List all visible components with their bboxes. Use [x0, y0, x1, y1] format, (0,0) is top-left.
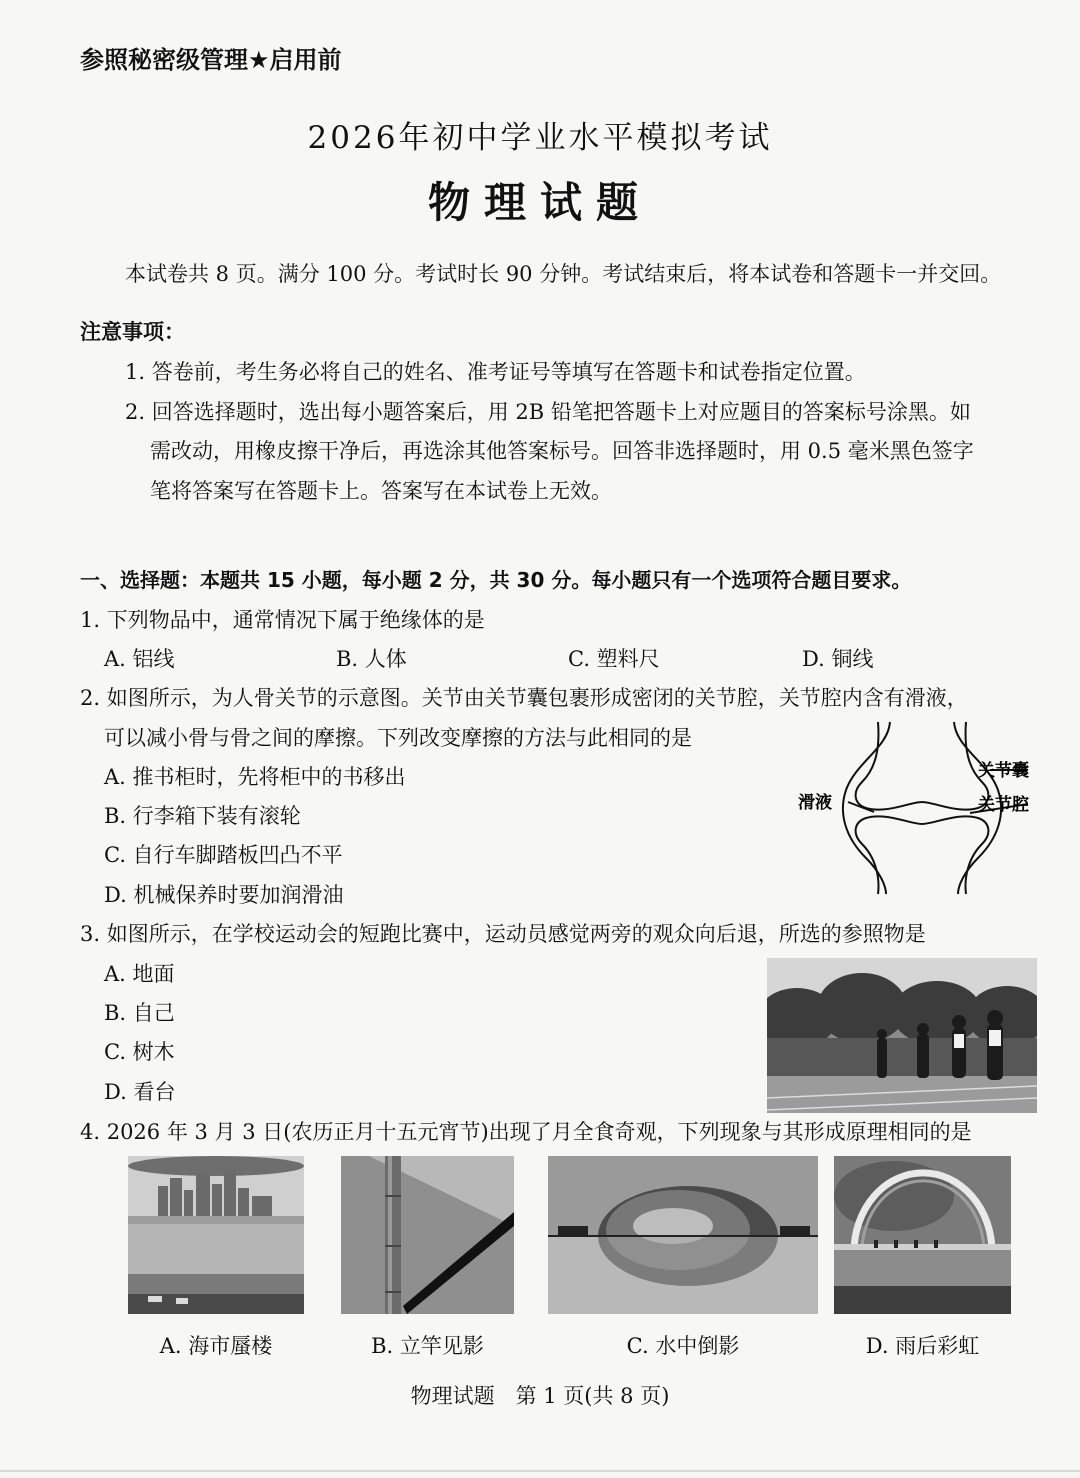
label-joint-capsule: 关节囊 — [978, 761, 1029, 781]
subject-title: 物理试题 — [427, 178, 652, 227]
q3-stem: 3. 如图所示，在学校运动会的短跑比赛中，运动员感觉两旁的观众向后退，所选的参照物是 — [80, 922, 926, 946]
q4-option-b: B. 立竿见影 — [371, 1334, 484, 1358]
label-synovial-fluid: 滑液 — [798, 793, 832, 813]
q3-option-b: B. 自己 — [104, 1001, 175, 1025]
q1-stem: 1. 下列物品中，通常情况下属于绝缘体的是 — [80, 608, 485, 632]
notice-heading: 注意事项： — [80, 320, 185, 344]
notice-item-2-line-2: 需改动，用橡皮擦干净后，再选涂其他答案标号。回答非选择题时，用 0.5 毫米黑色签字 — [150, 439, 974, 463]
section-1-heading: 一、选择题：本题共 15 小题，每小题 2 分，共 30 分。每小题只有一个选项符合题目要求。 — [80, 568, 912, 592]
q2-option-c: C. 自行车脚踏板凹凸不平 — [104, 843, 343, 867]
lower-bone-outline — [856, 816, 989, 894]
q2-stem-line-2: 可以减小骨与骨之间的摩擦。下列改变摩擦的方法与此相同的是 — [104, 726, 692, 750]
pole-shadow-photo — [341, 1156, 514, 1314]
rainbow-photo — [834, 1156, 1011, 1314]
notice-item-2-line-1: 2. 回答选择题时，选出每小题答案后，用 2B 铅笔把答题卡上对应题目的答案标号涂黑。如 — [125, 400, 971, 424]
joint-diagram — [790, 718, 1050, 898]
notice-item-1: 1. 答卷前，考生务必将自己的姓名、准考证号等填写在答题卡和试卷指定位置。 — [125, 360, 866, 384]
notice-item-2-line-3: 笔将答案写在答题卡上。答案写在本试卷上无效。 — [150, 479, 612, 503]
water-reflection-photo — [548, 1156, 818, 1314]
label-joint-cavity: 关节腔 — [978, 795, 1029, 815]
q1-option-d: D. 铜线 — [802, 647, 874, 671]
upper-bone-outline — [856, 722, 989, 810]
q4-option-c: C. 水中倒影 — [626, 1334, 740, 1358]
page-footer: 物理试题 第 1 页(共 8 页) — [410, 1384, 670, 1408]
mirage-photo — [128, 1156, 304, 1314]
secret-level-note: 参照秘密级管理★启用前 — [80, 46, 342, 74]
exam-title: 2026年初中学业水平模拟考试 — [307, 120, 773, 156]
q2-option-d: D. 机械保养时要加润滑油 — [104, 883, 344, 907]
exam-intro: 本试卷共 8 页。满分 100 分。考试时长 90 分钟。考试结束后，将本试卷和答题卡一并交回。 — [125, 262, 1002, 286]
q2-option-b: B. 行李箱下装有滚轮 — [104, 804, 301, 828]
fluid-leader-line — [848, 802, 874, 812]
q3-option-a: A. 地面 — [104, 962, 175, 986]
q4-option-d: D. 雨后彩虹 — [865, 1334, 980, 1358]
q2-stem-line-1: 2. 如图所示，为人骨关节的示意图。关节由关节囊包裹形成密闭的关节腔，关节腔内含有滑液， — [80, 686, 968, 710]
q1-option-c: C. 塑料尺 — [568, 647, 660, 671]
page-bottom-divider — [0, 1470, 1080, 1472]
q1-option-a: A. 铝线 — [104, 647, 175, 671]
q3-option-d: D. 看台 — [104, 1080, 176, 1104]
q2-option-a: A. 推书柜时，先将柜中的书移出 — [104, 765, 406, 789]
sprint-race-photo — [767, 958, 1037, 1113]
q4-option-a: A. 海市蜃楼 — [159, 1334, 273, 1358]
q4-stem: 4. 2026 年 3 月 3 日(农历正月十五元宵节)出现了月全食奇观，下列现象与其形成原理相同的是 — [80, 1120, 972, 1144]
q1-option-b: B. 人体 — [336, 647, 407, 671]
q3-option-c: C. 树木 — [104, 1040, 175, 1064]
